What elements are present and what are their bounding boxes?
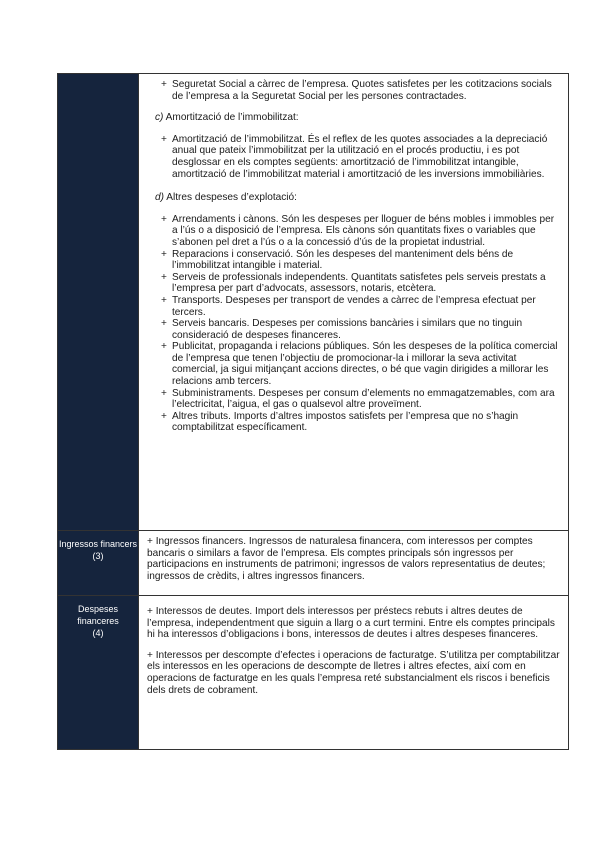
financial-expenses-paragraph: + Interessos per descompte d’efectes i operacions de facturatge. S’utilitza per comptabilitzar els interessos en les operacions de descompte de lletres i altres efectes, així com en operacions de facturatge en les quals l’empresa reté substancialment els riscos i beneficis dels drets de cobrament. [147,649,560,696]
financial-income-text: + Ingressos financers. Ingressos de naturalesa financera, com interessos per comptes bancaris o similars a favor de l’empresa. Els comptes principals són ingressos per participacions en instruments de patrimoni; ingressos de valors representatius de deutes; ingressos de crèdits, i altres ingressos financers. [147,536,546,582]
list-item: + Seguretat Social a càrrec de l’empresa. Quotes satisfetes per les cotitzacions socials de l’empresa a la Seguretat Social per les persones contractades. [161,79,560,102]
list-item: + Altres tributs. Imports d’altres impostos satisfets per l’empresa que no s’hagin comptabilitzat específicament. [161,411,560,434]
list-item: + Reparacions i conservació. Són les despeses del manteniment dels béns de l’immobilitzat intangible i material. [161,249,560,272]
row-label-cell: Ingressos financers (3) [58,531,138,595]
subheading-letter: d) [155,192,164,204]
row-content-cell [138,74,568,530]
table-row-other-expenses [58,74,568,530]
table-row-financial-income [58,530,568,595]
list-item: + Arrendaments i cànons. Són les despeses per lloguer de béns mobles i immobles per a l’ús o a disposició de l’empresa. Els cànons són quantitats fixes o variables que s’abonen pel dret a l’ús o a la concessió d’ús de la propietat industrial. [161,214,560,249]
bullet-list-operating-expenses [161,214,560,434]
table-row-financial-expenses [58,595,568,749]
subheading-text: Altres despeses d’explotació: [166,192,297,204]
subheading-d [155,192,560,204]
subheading-letter: c) [155,112,164,124]
row-content-cell [138,596,568,749]
financial-expenses-paragraph: + Interessos de deutes. Import dels interessos per préstecs rebuts i altres deutes de l’empresa, independentment que siguin a llarg o a curt termini. Entre els comptes principals hi ha interessos d’obligacions i bons, interessos de deutes i altres despeses financeres. [147,606,555,641]
expense-table [57,73,569,750]
list-item: + Publicitat, propaganda i relacions públiques. Són les despeses de la política comercial de l’empresa que tenen l’objectiu de promocionar-la i millorar la seva activitat comercial, ja sigui mitjançant accions directes, o bé que vagin dirigides a millorar les relacions amb tercers. [161,341,560,387]
subheading-text: Amortització de l’immobilitzat: [165,112,299,124]
list-item: + Transports. Despeses per transport de vendes a càrrec de l’empresa efectuat per tercers. [161,295,560,318]
bullet-list-amortization [161,134,560,180]
subheading-c [155,112,560,124]
list-item: + Subministraments. Despeses per consum d’elements no emmagatzemables, com ara l’electricitat, l’aigua, el gas o qualsevol altre proveïment. [161,388,560,411]
bullet-list-social-security [161,79,560,102]
row-label-cell: Despeses financeres (4) [58,596,138,749]
row-content-cell [138,531,568,595]
list-item: + Amortització de l’immobilitzat. És el reflex de les quotes associades a la depreciació anual que pateix l’immobilitzat per la utilització en el procés productiu, i es pot desglossar en els comptes següents: amortització de l’immobilitzat intangible, amortització de l’immobilitzat material i amortització de les inversions immobiliàries. [161,134,560,180]
row-label-cell [58,74,138,530]
list-item: + Serveis bancaris. Despeses per comissions bancàries i similars que no tinguin consideració de despeses financeres. [161,318,560,341]
list-item: + Serveis de professionals independents. Quantitats satisfetes pels serveis prestats a l’empresa per part d’advocats, assessors, notaris, etcètera. [161,272,560,295]
